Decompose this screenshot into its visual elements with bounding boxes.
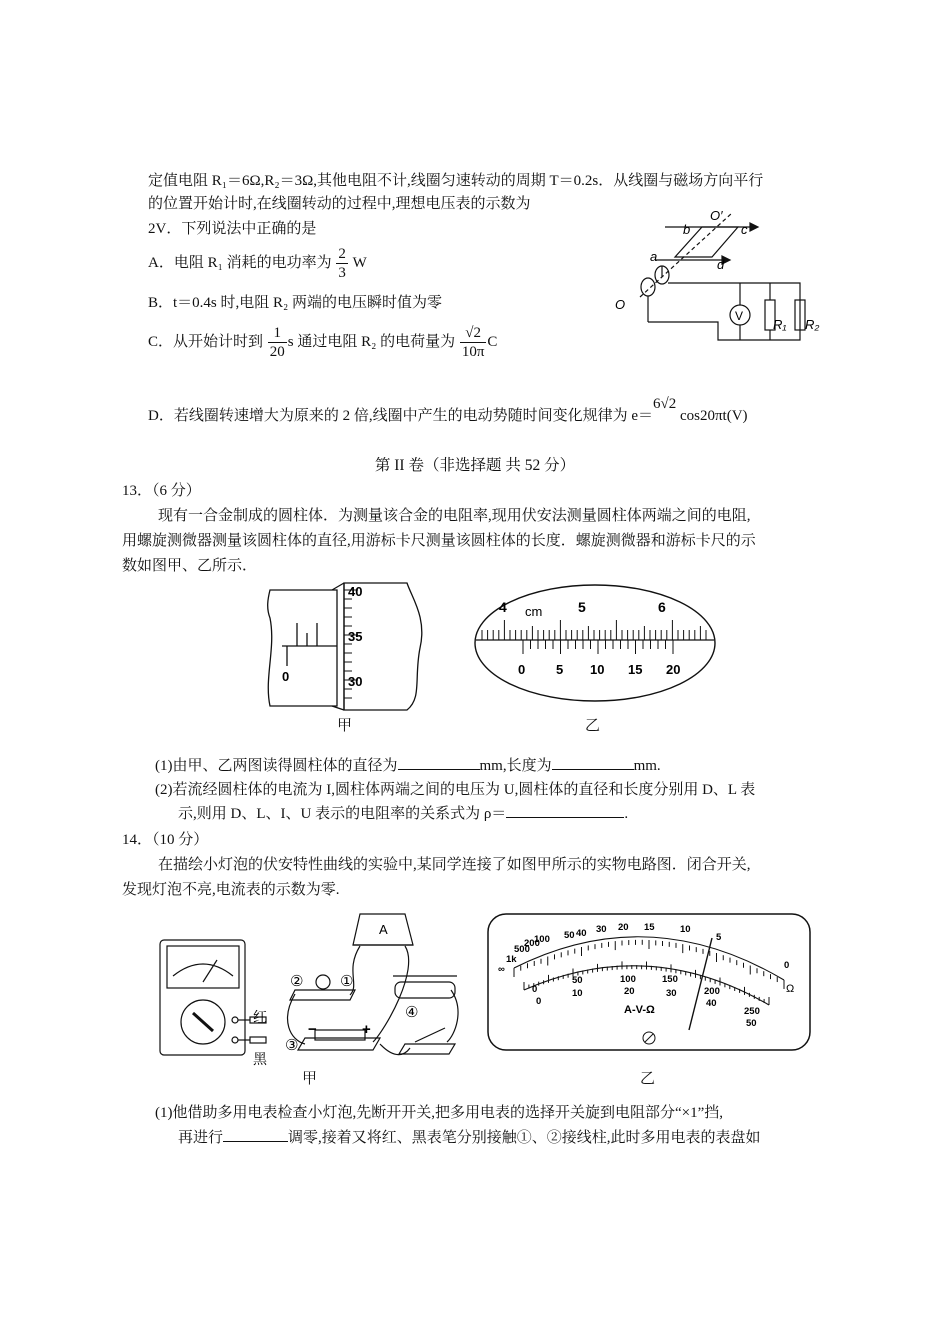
- ohm-label-9: 15: [644, 922, 655, 933]
- q12-option-d: D．若线圈转速增大为原来的 2 倍,线圈中产生的电动势随时间变化规律为 e＝6√2 cos20πt(V): [148, 396, 748, 424]
- diameter-blank[interactable]: [398, 755, 480, 770]
- ohm-label-3: 200: [524, 938, 540, 949]
- label-o: O: [615, 297, 626, 312]
- main-4: 4: [499, 599, 507, 615]
- ohm-label-2: 500: [514, 944, 530, 955]
- dca-label-3: 30: [666, 988, 677, 999]
- q14-sub1-line2: 再进行 调零,接着又将红、黑表笔分别接触①、②接线柱,此时多用电表的表盘如: [178, 1127, 761, 1149]
- vernier-scale-ticks: [523, 640, 673, 654]
- black-probe: [250, 1037, 266, 1043]
- zero-adjust-blank[interactable]: [223, 1127, 288, 1142]
- q12-option-a: A．电阻 R₁ 消耗的电功率为 $\frac{2}{3}$ W: [148, 246, 367, 282]
- q13-sub2-line1: (2)若流经圆柱体的电流为 I,圆柱体两端之间的电压为 U,圆柱体的直径和长度分别用 D、L 表: [155, 782, 756, 798]
- q13-sub2-line2: 示,则用 D、L、I、U 表示的电阻率的关系式为 ρ＝ .: [178, 803, 628, 825]
- circuit-figure-jia: [155, 910, 465, 1070]
- main-6: 6: [658, 599, 666, 615]
- label-d: d: [717, 257, 725, 272]
- micrometer-caption: 甲: [337, 718, 353, 734]
- vernier-15: 15: [628, 662, 643, 677]
- q12-stem-line3: 2V．下列说法中正确的是: [148, 221, 317, 237]
- terminal-2: ②: [290, 973, 304, 990]
- main-scale-ticks: [482, 620, 706, 640]
- dcv-label-5: 250: [744, 1006, 760, 1017]
- dca-label-1: 10: [572, 988, 583, 999]
- bulb: [316, 975, 330, 989]
- bulb-stand: [290, 990, 355, 1000]
- option-c-fraction-time: $\frac{1}{20}$: [269, 325, 285, 361]
- scale-35: 35: [348, 629, 363, 644]
- caliper-lens: [475, 585, 715, 701]
- ohm-label-10: 10: [680, 924, 691, 935]
- slip-ring: [641, 278, 655, 296]
- label-r1: R₁: [773, 317, 787, 332]
- main-5: 5: [578, 599, 586, 615]
- pointer: [689, 938, 712, 1030]
- q12-stem-line2: 的位置开始计时,在线圈转动的过程中,理想电压表的示数为: [148, 196, 531, 212]
- vernier-5: 5: [556, 662, 564, 677]
- q12-stem-line1: 定值电阻 R₁＝6Ω,R₂＝3Ω,其他电阻不计,线圈匀速转动的周期 T＝0.2s．从线圈与磁场方向平行: [148, 173, 764, 189]
- dca-label-0: 0: [536, 996, 542, 1007]
- ohm-label-11: 5: [716, 932, 722, 943]
- micrometer-sleeve: [268, 590, 337, 706]
- terminal-1: ①: [340, 973, 354, 990]
- multimeter-dial-figure: [484, 910, 814, 1055]
- label-v: V: [735, 309, 744, 323]
- dcv-label-2: 100: [620, 974, 636, 985]
- terminal-3: ③: [285, 1037, 299, 1054]
- dcv-label-0: 0: [532, 984, 538, 995]
- q13-header: 13．（6 分）: [122, 483, 201, 499]
- ohm-symbol: Ω: [786, 983, 795, 995]
- dial-ticks: [514, 940, 784, 1005]
- q13-sub1: (1)由甲、乙两图读得圆柱体的直径为 mm,长度为 mm.: [155, 755, 661, 777]
- sleeve-zero: 0: [282, 669, 290, 684]
- label-a: a: [650, 249, 658, 264]
- dca-label-2: 20: [624, 986, 635, 997]
- ohm-label-5: 50: [564, 930, 575, 941]
- switch: [399, 1044, 455, 1054]
- dcv-label-1: 50: [572, 975, 583, 986]
- option-a-fraction: $\frac{2}{3}$: [338, 246, 346, 282]
- ohm-label-7: 30: [596, 924, 607, 935]
- dcv-label-4: 200: [704, 986, 720, 997]
- vernier-10: 10: [590, 662, 605, 677]
- resistivity-blank[interactable]: [506, 803, 624, 818]
- caliper-caption: 乙: [585, 718, 601, 734]
- scale-40: 40: [348, 584, 363, 599]
- micrometer-thimble: [344, 583, 422, 710]
- ohm-label-8: 20: [618, 922, 629, 933]
- circuit-caption: 甲: [302, 1071, 318, 1087]
- q13-para-line1: 现有一合金制成的圆柱体．为测量该合金的电阻率,现用伏安法测量圆柱体两端之间的电阻,: [158, 508, 751, 524]
- q13-para-line2: 用螺旋测微器测量该圆柱体的直径,用游标卡尺测量该圆柱体的长度．螺旋测微器和游标卡尺的示: [122, 533, 756, 549]
- section-title: 第 II 卷（非选择题 共 52 分）: [374, 457, 576, 474]
- terminal-4: ④: [405, 1004, 419, 1021]
- q14-para-line1: 在描绘小灯泡的伏安特性曲线的实验中,某同学连接了如图甲所示的实物电路图．闭合开关,: [158, 857, 751, 873]
- label-c: c: [741, 222, 748, 237]
- dca-label-4: 40: [706, 998, 717, 1009]
- q14-header: 14．（10 分）: [122, 832, 209, 848]
- main-cm: cm: [525, 604, 543, 619]
- caliper-figure: [470, 578, 720, 708]
- dial-caption: 乙: [640, 1071, 656, 1087]
- dcv-label-3: 150: [662, 974, 678, 985]
- ohm-label-6: 40: [576, 928, 587, 939]
- q14-sub1-line1: (1)他借助多用电表检查小灯泡,先断开开关,把多用电表的选择开关旋到电阻部分“×1”挡,: [155, 1105, 724, 1121]
- coil-circuit-figure: [610, 205, 835, 345]
- label-black: 黑: [253, 1051, 267, 1067]
- avo-label: A-V-Ω: [624, 1004, 655, 1016]
- battery-plus: +: [362, 1021, 371, 1038]
- battery-minus: −: [308, 1021, 317, 1038]
- ohm-label-1: 1k: [506, 954, 517, 965]
- q14-para-line2: 发现灯泡不亮,电流表的示数为零.: [122, 882, 340, 898]
- label-red: 红: [253, 1009, 267, 1025]
- micrometer-figure: [262, 578, 432, 738]
- ohm-label-4: 100: [534, 934, 550, 945]
- vernier-0: 0: [518, 662, 526, 677]
- label-r2: R₂: [805, 317, 820, 332]
- label-o-prime: O′: [710, 208, 723, 223]
- label-b: b: [683, 222, 691, 237]
- ohm-label-12: 0: [784, 960, 790, 971]
- dc-arc: [524, 966, 769, 1005]
- q12-option-c: C．从开始计时到 $\frac{1}{20}$ s 通过电阻 R₂ 的电荷量为 $\frac{√2}{10\pi}$ C: [148, 325, 498, 361]
- length-blank[interactable]: [552, 755, 634, 770]
- ohm-label-0: ∞: [498, 964, 505, 975]
- vernier-20: 20: [666, 662, 681, 677]
- scale-30: 30: [348, 674, 363, 689]
- option-c-fraction-charge: $\frac{√2}{10\pi}$: [461, 325, 485, 361]
- q12-option-b: B．t＝0.4s 时,电阻 R₂ 两端的电压瞬时值为零: [148, 295, 442, 311]
- q13-para-line3: 数如图甲、乙所示．: [122, 558, 258, 574]
- dca-label-5: 50: [746, 1018, 757, 1029]
- ammeter-label: A: [379, 922, 388, 937]
